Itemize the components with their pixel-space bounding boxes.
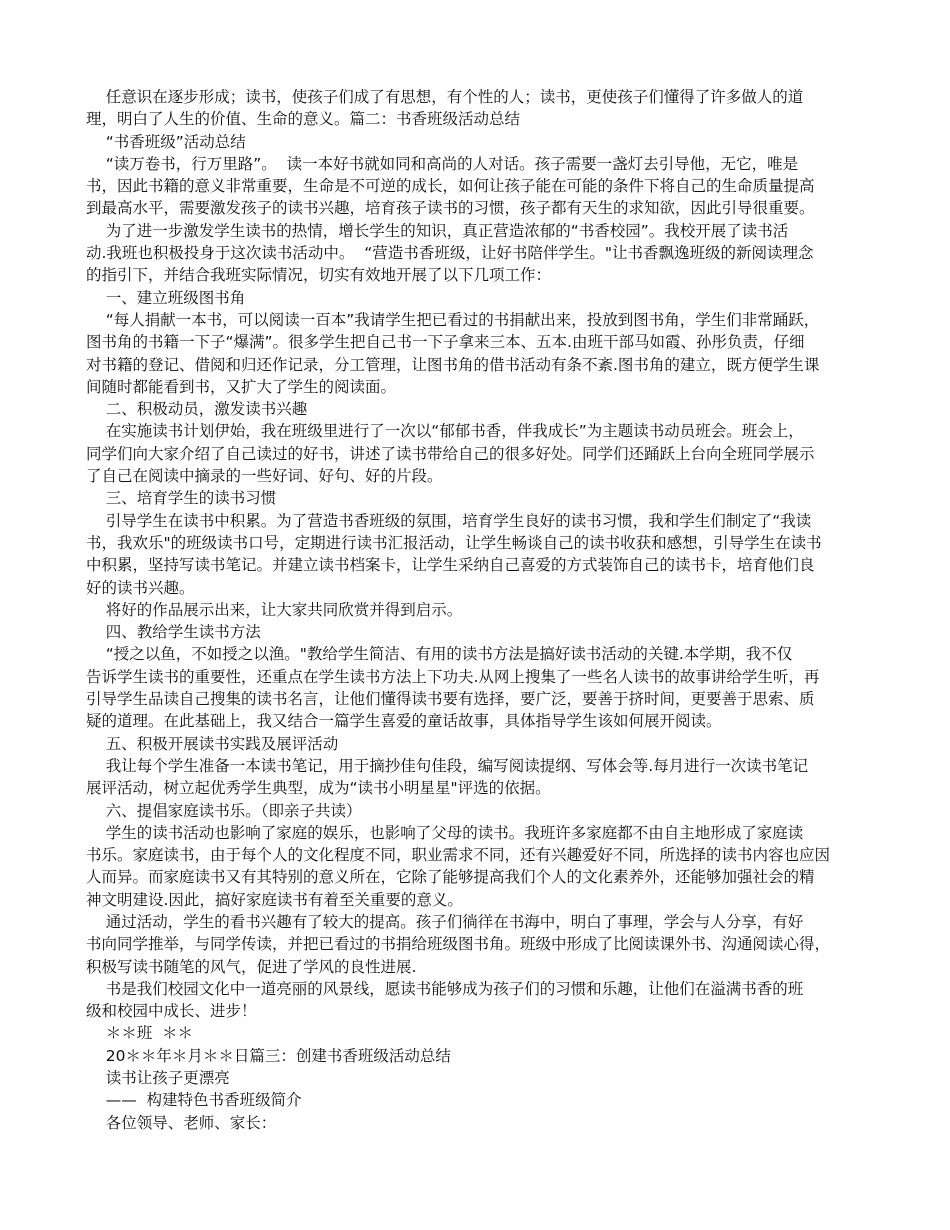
section-heading: 五、积极开展读书实践及展评活动 (86, 734, 339, 753)
article-subtitle: —— 构建特色书香班级简介 (86, 1091, 302, 1110)
text-line: 的指引下，并结合我班实际情况，切实有效地开展了以下几项工作： (86, 266, 552, 285)
text-line: 将好的作品展示出来，让大家共同欣赏并得到启示。 (86, 600, 463, 619)
text-line: 人而异。而家庭读书又有其特别的意义所在，它除了能够提高我们个人的文化素养外，还能够加强社会的精 (86, 868, 815, 887)
text-line: 书向同学推举，与同学传读，并把已看过的书捐给班级图书角。班级中形成了比阅读课外书、沟通阅读心得， (86, 935, 831, 954)
text-line: 书，因此书籍的意义非常重要，生命是不可逆的成长，如何让孩子能在可能的条件下将自己的生命质量提高 (86, 177, 815, 196)
text-line: 了自己在阅读中摘录的一些好词、好句、好的片段。 (86, 467, 443, 486)
greeting-line: 各位领导、老师、家长： (86, 1113, 277, 1132)
text-line: 图书角的书籍一下子“爆满”。很多学生把自己书一下子拿来三本、五本.由班干部马如霞、孙彤负责，仔细 (86, 333, 805, 352)
text-line: 积极写读书随笔的风气，促进了学风的良性进展. (86, 957, 417, 976)
date-line: 20＊＊年＊月＊＊日篇三：创建书香班级活动总结 (86, 1046, 451, 1065)
text-line: 为了进一步激发学生读书的热情，增长学生的知识，真正营造浓郁的“书香校园”。我校开展了读书活 (86, 221, 789, 240)
section-heading: 二、积极动员，激发读书兴趣 (86, 400, 308, 419)
document-page (86, 86, 876, 1134)
text-line: 疑的道理。在此基础上，我又结合一篇学生喜爱的童话故事，具体指导学生该如何展开阅读。 (86, 712, 722, 731)
text-line: 到最高水平，需要激发孩子的读书兴趣，培育孩子读书的习惯，孩子都有天生的求知欲，因此引导很重要。 (86, 199, 815, 218)
text-line: “书香班级”活动总结 (86, 132, 246, 151)
text-line: 展评活动，树立起优秀学生典型，成为“读书小明星星"评选的依据。 (86, 779, 551, 798)
text-line: 引导学生品读自己搜集的读书名言，让他们懂得读书要有选择，要广泛，要善于挤时间，更要善于思索、质 (86, 690, 815, 709)
text-line: “读万卷书，行万里路”。 读一本好书就如同和高尚的人对话。孩子需要一盏灯去引导他，无它，唯是 (86, 154, 799, 173)
signature-class-line: ＊＊班 ＊＊ (86, 1024, 194, 1043)
text-line: 理，明白了人生的价值、生命的意义。篇二：书香班级活动总结 (86, 110, 521, 129)
text-line: 引导学生在读书中积累。为了营造书香班级的氛围，培育学生良好的读书习惯，我和学生们制定了“我读 (86, 511, 812, 530)
section-heading: 一、建立班级图书角 (86, 288, 246, 307)
text-line: 对书籍的登记、借阅和归还作记录，分工管理，让图书角的借书活动有条不紊.图书角的建立，既方便学生课 (86, 355, 820, 374)
text-line: 学生的读书活动也影响了家庭的娱乐，也影响了父母的读书。我班许多家庭都不由自主地形成了家庭读 (86, 823, 804, 842)
text-line: 同学们向大家介绍了自己读过的好书，讲述了读书带给自己的很多好处。同学们还踊跃上台向全班同学展示 (86, 444, 815, 463)
text-line: 我让每个学生准备一本读书笔记，用于摘抄佳句佳段，编写阅读提纲、写体会等.每月进行一次读书笔记 (86, 756, 809, 775)
text-line: 中积累，坚持写读书笔记。并建立读书档案卡，让学生采纳自己喜爱的方式装饰自己的读书卡，培育他们良 (86, 556, 815, 575)
article-title: 读书让孩子更漂亮 (86, 1069, 230, 1088)
section-heading: 四、教给学生读书方法 (86, 623, 261, 642)
text-line: “授之以鱼，不如授之以渔。"教给学生简洁、有用的读书方法是搞好读书活动的关键.本学期，我不仅 (86, 645, 793, 664)
text-line: “每人捐献一本书，可以阅读一百本”我请学生把已看过的书捐献出来，投放到图书角，学生们非常踊跃， (86, 310, 820, 329)
text-line: 书，我欢乐"的班级读书口号，定期进行读书汇报活动，让学生畅谈自己的读书收获和感想，引导学生在读书 (86, 533, 822, 552)
text-line: 级和校园中成长、进步！ (86, 1002, 257, 1021)
text-line: 神文明建设.因此，搞好家庭读书有着至关重要的意义。 (86, 890, 463, 909)
section-heading: 三、培育学生的读书习惯 (86, 489, 277, 508)
text-line: 通过活动，学生的看书兴趣有了较大的提高。孩子们徜徉在书海中，明白了事理，学会与人分享，有好 (86, 912, 804, 931)
text-line: 间随时都能看到书，又扩大了学生的阅读面。 (86, 377, 397, 396)
text-line: 书乐。家庭读书，由于每个人的文化程度不同，职业需求不同，还有兴趣爱好不同，所选择的读书内容也应因 (86, 846, 831, 865)
text-line: 书是我们校园文化中一道亮丽的风景线，愿读书能够成为孩子们的习惯和乐趣，让他们在溢满书香的班 (86, 979, 804, 998)
section-heading: 六、提倡家庭读书乐。（即亲子共读） (86, 801, 362, 820)
text-line: 在实施读书计划伊始，我在班级里进行了一次以“郁郁书香，伴我成长”为主题读书动员班会。班会上， (86, 422, 804, 441)
text-line: 告诉学生读书的重要性，还重点在学生读书方法上下功夫.从网上搜集了一些名人读书的故事讲给学生听，再 (86, 667, 820, 686)
text-line: 任意识在逐步形成；读书，使孩子们成了有思想，有个性的人；读书，更使孩子们懂得了许多做人的道 (86, 88, 804, 106)
text-line: 动.我班也积极投身于这次读书活动中。 “营造书香班级，让好书陪伴学生。"让书香飘逸班级的新阅读理念 (86, 244, 814, 263)
text-line: 好的读书兴趣。 (86, 578, 195, 597)
